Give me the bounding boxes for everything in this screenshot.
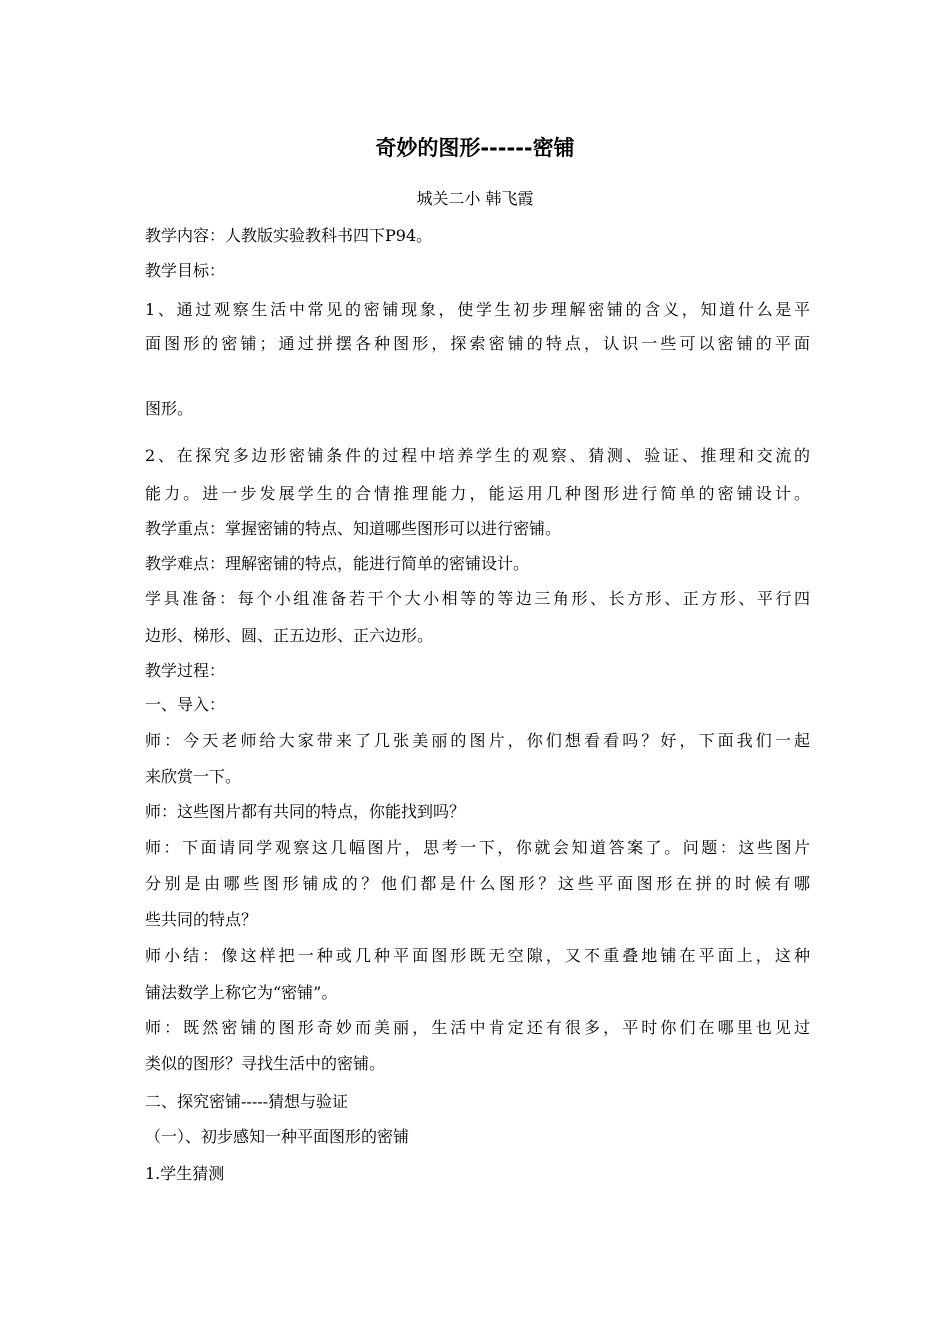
text-line: 教学过程： [145, 661, 226, 680]
text-line: 师：既然密铺的图形奇妙而美丽，生活中肯定还有很多，平时你们在哪里也见过 [145, 1018, 810, 1037]
text-line: 一、导入： [145, 695, 226, 714]
text-line: 二、探究密铺-----猜想与验证 [145, 1092, 349, 1111]
text-line: 教学目标： [145, 261, 226, 280]
text-line: 教学重点：掌握密铺的特点、知道哪些图形可以进行密铺。 [145, 519, 562, 538]
text-line: 2、在探究多边形密铺条件的过程中培养学生的观察、猜测、验证、推理和交流的 [145, 446, 810, 465]
text-line: 来欣赏一下。 [145, 767, 242, 786]
text-line: 1、通过观察生活中常见的密铺现象，使学生初步理解密铺的含义，知道什么是平 [145, 300, 810, 319]
text-line: 师：下面请同学观察这几幅图片，思考一下，你就会知道答案了。问题：这些图片 [145, 838, 810, 857]
text-line: 些共同的特点？ [145, 910, 258, 929]
text-line: 铺法数学上称它为“密铺”。 [145, 983, 338, 1002]
text-line: 师：这些图片都有共同的特点，你能找到吗？ [145, 802, 466, 821]
text-line: 图形。 [145, 399, 194, 418]
text-line: 1.学生猜测 [145, 1164, 225, 1183]
text-line: 师：今天老师给大家带来了几张美丽的图片，你们想看看吗？好，下面我们一起 [145, 731, 810, 750]
text-line: 学具准备：每个小组准备若干个大小相等的等边三角形、长方形、正方形、平行四 [145, 589, 810, 608]
text-line: 能力。进一步发展学生的合情推理能力，能运用几种图形进行简单的密铺设计。 [145, 484, 810, 503]
text-line: 边形、梯形、圆、正五边形、正六边形。 [145, 626, 434, 645]
text-line: 面图形的密铺；通过拼摆各种图形，探索密铺的特点，认识一些可以密铺的平面 [145, 334, 810, 353]
text-line: 教学内容：人教版实验教科书四下P94。 [145, 226, 433, 245]
document-author: 城关二小 韩飞霞 [416, 189, 534, 208]
text-line: 师小结：像这样把一种或几种平面图形既无空隙，又不重叠地铺在平面上，这种 [145, 946, 810, 965]
text-line: （一）、初步感知一种平面图形的密铺 [145, 1127, 410, 1146]
text-line: 分别是由哪些图形铺成的？他们都是什么图形？这些平面图形在拼的时候有哪 [145, 874, 810, 893]
document-title: 奇妙的图形------密铺 [375, 136, 575, 160]
text-line: 类似的图形？寻找生活中的密铺。 [145, 1054, 386, 1073]
text-line: 教学难点：理解密铺的特点，能进行简单的密铺设计。 [145, 554, 530, 573]
